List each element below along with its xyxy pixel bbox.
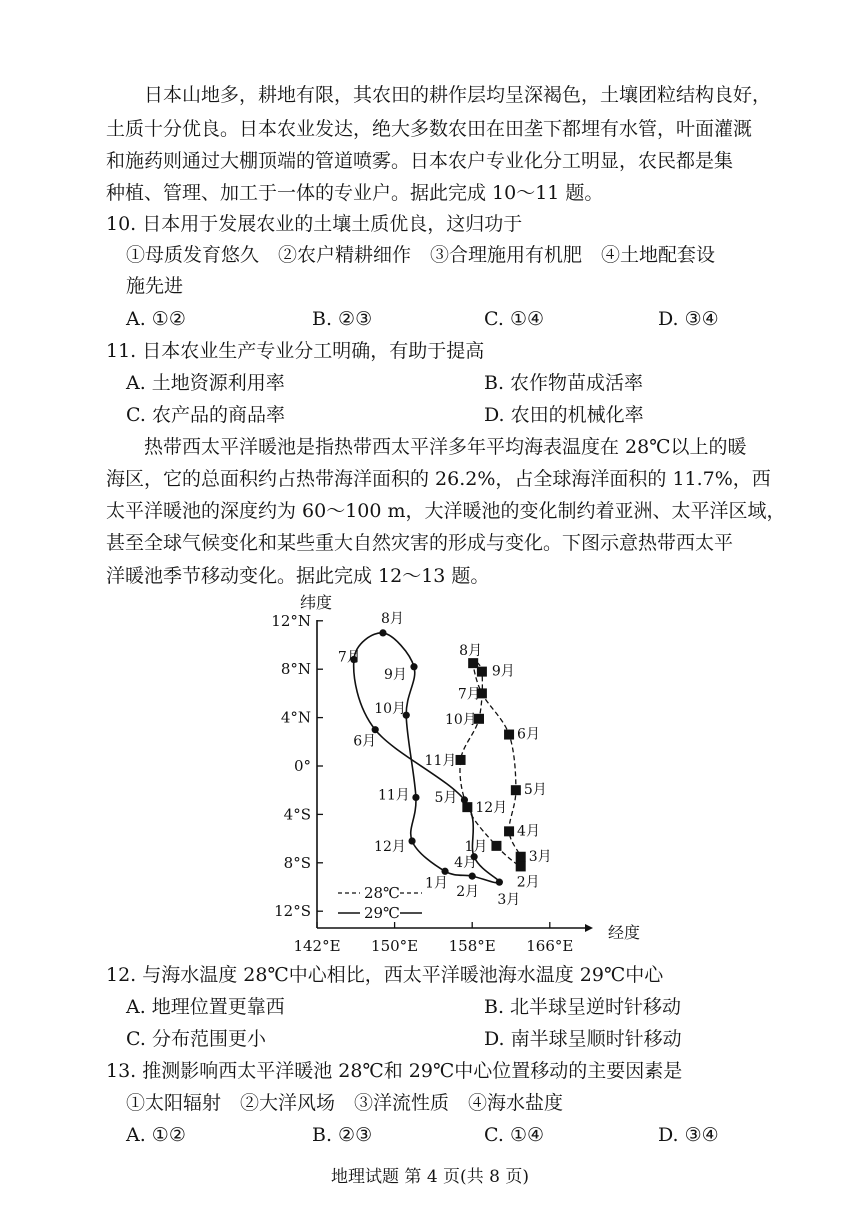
x-axis-arrow (585, 924, 593, 932)
series-29-label: 4月 (454, 854, 478, 871)
q13-option-b: B. ②③ (312, 1124, 373, 1146)
q11-option-b: B. 农作物苗成活率 (484, 372, 644, 394)
series-28-point (462, 802, 472, 812)
series-28-label: 8月 (459, 643, 483, 660)
q12-option-c: C. 分布范围更小 (126, 1028, 266, 1050)
series-29-label: 9月 (384, 666, 407, 683)
q12-option-a: A. 地理位置更靠西 (126, 996, 285, 1018)
series-28-label: 1月 (464, 838, 488, 855)
x-ticks (293, 922, 573, 955)
series-29-point (379, 629, 386, 636)
y-tick-label: 4°N (280, 708, 311, 727)
x-tick-label: 142°E (293, 937, 341, 955)
y-axis-label: 纬度 (300, 593, 333, 612)
y-tick-label: 8°S (283, 853, 311, 872)
y-tick-label: 12°S (274, 902, 311, 921)
passage2-line: 热带西太平洋暖池是指热带西太平洋多年平均海表温度在 28℃以上的暖 (144, 436, 747, 458)
q12-stem: 12. 与海水温度 28℃中心相比，西太平洋暖池海水温度 29℃中心 (106, 964, 664, 986)
passage1-line: 和施药则通过大棚顶端的管道喷雾。日本农户专业化分工明显，农民都是集 (106, 150, 734, 172)
series-28-label: 10月 (444, 711, 477, 728)
passage2-line: 海区，它的总面积约占热带海洋面积的 26.2%，占全球海洋面积的 11.7%，西 (106, 468, 771, 490)
series-28-label: 5月 (523, 782, 547, 799)
series-28-label: 12月 (475, 800, 508, 817)
series-29-label: 10月 (374, 701, 407, 718)
series-28-label: 2月 (516, 874, 540, 891)
y-ticks (271, 612, 323, 920)
series-28-point (491, 841, 501, 851)
series-29-point (469, 873, 476, 880)
series-28-label: 7月 (457, 686, 481, 703)
q10-option-c: C. ①④ (484, 308, 545, 330)
x-axis-label: 经度 (608, 923, 641, 942)
x-tick-label: 166°E (526, 937, 574, 955)
page-footer: 地理试题 第 4 页(共 8 页) (331, 1167, 529, 1187)
series-29-label: 2月 (456, 884, 480, 901)
series-28-label: 4月 (517, 823, 540, 840)
q11-option-a: A. 土地资源利用率 (126, 372, 285, 394)
series-29-point (441, 868, 448, 875)
legend-28-label: 28℃ (364, 884, 400, 902)
series-29-point (408, 837, 415, 844)
q11-option-c: C. 农产品的商品率 (126, 404, 285, 426)
passage2-line: 洋暖池季节移动变化。据此完成 12～13 题。 (106, 565, 490, 587)
series-29-label: 11月 (377, 787, 410, 804)
passage1-line: 土质十分优良。日本农业发达，绝大多数农田在田垄下都埋有水管，叶面灌溉 (106, 118, 753, 140)
legend (338, 884, 422, 922)
q13-option-a: A. ①② (126, 1124, 186, 1146)
series-29-label: 1月 (425, 875, 448, 892)
series-29-point (410, 663, 417, 670)
y-tick-label: 8°N (280, 660, 311, 679)
series-29-point (412, 794, 419, 801)
q12-option-b: B. 北半球呈逆时针移动 (484, 996, 682, 1018)
y-tick-label: 12°N (271, 611, 311, 630)
series-29-point (496, 879, 503, 886)
series-28 (425, 643, 552, 890)
series-28-point (516, 861, 526, 871)
series-28-point (477, 667, 487, 677)
q10-option-a: A. ①② (126, 308, 186, 330)
q10-choices: ①母质发育悠久 ②农户精耕细作 ③合理施用有机肥 ④土地配套设 (126, 244, 716, 266)
series-28-point (516, 852, 526, 862)
series-29-label: 3月 (497, 892, 521, 909)
legend-29-label: 29℃ (364, 904, 400, 922)
x-tick-label: 150°E (371, 937, 419, 955)
series-28-point (456, 755, 466, 765)
q12-option-d: D. 南半球呈顺时针移动 (484, 1028, 682, 1050)
series-29-label: 12月 (374, 839, 406, 856)
q13-option-c: C. ①④ (484, 1124, 545, 1146)
q13-option-d: D. ③④ (658, 1124, 719, 1146)
passage2-line: 太平洋暖池的深度约为 60～100 m，大洋暖池的变化制约着亚洲、太平洋区域， (106, 500, 786, 522)
series-28-label: 3月 (528, 848, 552, 865)
q13-stem: 13. 推测影响西太平洋暖池 28℃和 29℃中心位置移动的主要因素是 (106, 1060, 683, 1082)
q11-stem: 11. 日本农业生产专业分工明确，有助于提高 (106, 340, 485, 362)
series-29-label: 8月 (380, 610, 404, 627)
q10-option-b: B. ②③ (312, 308, 373, 330)
passage1-line: 日本山地多，耕地有限，其农田的耕作层均呈深褐色，土壤团粒结构良好， (144, 84, 772, 106)
series-29-label: 7月 (337, 649, 361, 666)
series-29-label: 5月 (434, 789, 458, 806)
series-28-point (511, 785, 521, 795)
series-28-point (468, 658, 478, 668)
q10-choices-cont: 施先进 (126, 275, 184, 297)
series-29-point (372, 726, 379, 733)
passage2-line: 甚至全球气候变化和某些重大自然灾害的形成与变化。下图示意热带西太平 (106, 532, 734, 554)
y-tick-label: 4°S (283, 805, 311, 824)
x-tick-label: 158°E (448, 937, 496, 955)
q13-choices: ①太阳辐射 ②大洋风场 ③洋流性质 ④海水盐度 (126, 1092, 564, 1114)
series-28-point (504, 730, 514, 740)
series-28-label: 11月 (424, 752, 457, 769)
q10-stem: 10. 日本用于发展农业的土壤土质优良，这归功于 (106, 213, 523, 235)
q10-option-d: D. ③④ (658, 308, 719, 330)
series-28-label: 6月 (517, 726, 540, 743)
series-29-label: 6月 (353, 733, 377, 750)
passage1-line: 种植、管理、加工于一体的专业户。据此完成 10～11 题。 (106, 182, 604, 204)
series-28-label: 9月 (491, 663, 515, 680)
q11-option-d: D. 农田的机械化率 (484, 404, 644, 426)
series-28-point (504, 826, 514, 836)
y-tick-label: 0° (293, 757, 311, 775)
